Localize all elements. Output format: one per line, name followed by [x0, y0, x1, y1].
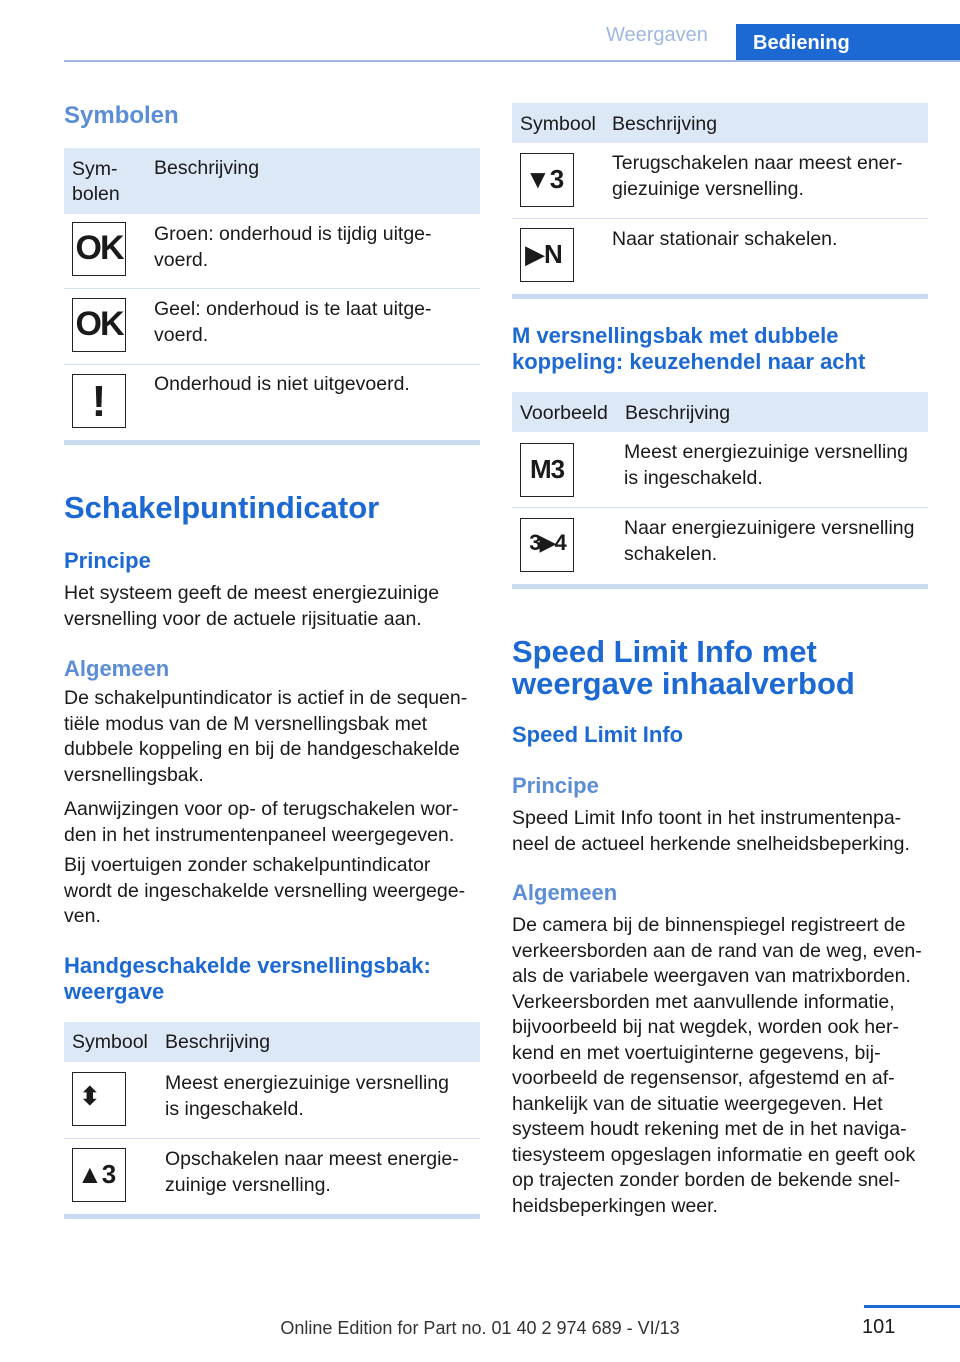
table2-col-symbol: Symbool	[72, 1031, 148, 1053]
principe-text: Het systeem geeft de meest energiezuinige versnelling voor de actuele rijsituatie aan.	[64, 582, 440, 630]
table1-row2-desc: Geel: onderhoud is te laat uitge- voerd.	[154, 298, 432, 346]
table2-col-desc: Beschrijving	[165, 1031, 271, 1053]
table3-header	[512, 103, 928, 143]
table4-col-desc: Beschrijving	[625, 402, 731, 424]
upshift-3-icon: ▲3	[72, 1148, 126, 1202]
ok-green-icon: OK	[72, 222, 126, 276]
table4-row1-desc: Meest energiezuinige versnelling is ingeschakeld.	[624, 441, 908, 489]
table1-row1-desc: Groen: onderhoud is tijdig uitge- voerd.	[154, 223, 432, 271]
speed-algemeen-text: De camera bij de binnenspiegel registreert de verkeersborden aan de rand van de weg, even- als de variabele weergaven van matrixborden. Verkeersborden met aanvullende informatie, bijvoorbeeld bij nat wegdek, worden ook her- kend en met voertuiginterne gegevens, bij- voorbeeld de regensensor, afgestemd en af- hankelijk van de situatie weergegeven. Het systeem houdt rekening met de in het naviga- tiesysteem opgeslagen informatie en geeft ook op trajecten zonder borden de bekende snel- heidsbeperkingen weer.	[512, 914, 922, 1217]
speed-limit-title: Speed Limit Info met weergave inhaalverbod	[512, 634, 855, 701]
schakelpuntindicator-title: Schakelpuntindicator	[64, 490, 380, 525]
table3-col-desc: Beschrijving	[612, 113, 718, 135]
table4-col-example: Voorbeeld	[520, 402, 608, 424]
table3-row1-desc: Terugschakelen naar meest ener- giezuinige versnelling.	[612, 152, 903, 200]
table2-end	[64, 1214, 480, 1219]
table2-row1-desc: Meest energiezuinige versnelling is ingeschakeld.	[165, 1072, 449, 1120]
ok-yellow-icon: OK	[72, 298, 126, 352]
table3-row2-desc: Naar stationair schakelen.	[612, 228, 838, 250]
exclamation-icon: !	[72, 374, 126, 428]
table2-header	[64, 1022, 480, 1062]
table2-row2-desc: Opschakelen naar meest energie- zuinige versnelling.	[165, 1148, 459, 1196]
header-tab-bediening[interactable]: Bediening	[736, 24, 960, 62]
table1-end	[64, 440, 480, 445]
table1-row3-desc: Onderhoud is niet uitgevoerd.	[154, 373, 410, 395]
table4-row2-desc: Naar energiezuinigere versnelling schakelen.	[624, 517, 915, 565]
table3-col-symbol: Symbool	[520, 113, 596, 135]
row-divider	[64, 1138, 480, 1139]
speed-principe-heading: Principe	[512, 773, 599, 798]
table3-end	[512, 294, 928, 299]
downshift-3-icon: ▼3	[520, 153, 574, 207]
handgeschakelde-heading: Handgeschakelde versnellingsbak: weergave	[64, 953, 431, 1004]
footer-edition: Online Edition for Part no. 01 40 2 974 689 - VI/13	[280, 1318, 680, 1338]
algemeen-paragraph-1: De schakelpuntindicator is actief in de sequen- tiële modus van de M versnellingsbak met dubbele koppeling en bij de handgeschakelde versnellingsbak.	[64, 687, 468, 786]
principe-heading: Principe	[64, 548, 151, 573]
table1-col-symbol: Sym- bolen	[72, 158, 120, 205]
row-divider	[64, 288, 480, 289]
row-divider	[512, 507, 928, 508]
row-divider	[64, 364, 480, 365]
shift-n-icon: ▶N	[520, 228, 574, 282]
up-down-arrow-icon: ⬍	[72, 1072, 126, 1126]
row-divider	[512, 218, 928, 219]
footer-accent-line	[864, 1305, 960, 1308]
table1-header	[64, 148, 480, 214]
algemeen-paragraph-3: Bij voertuigen zonder schakelpuntindicator wordt de ingeschakelde versnelling weergege- ven.	[64, 854, 466, 927]
table4-header	[512, 392, 928, 432]
table1-col-desc: Beschrijving	[154, 157, 260, 179]
m-versnellingsbak-heading: M versnellingsbak met dubbele koppeling: keuzehendel naar acht	[512, 323, 866, 374]
algemeen-paragraph-2: Aanwijzingen voor op- of terugschakelen wor- den in het instrumentenpaneel weergegeven.	[64, 798, 459, 846]
algemeen-heading: Algemeen	[64, 656, 170, 681]
speed-algemeen-heading: Algemeen	[512, 880, 618, 905]
page-number: 101	[862, 1316, 896, 1338]
symbolen-heading: Symbolen	[64, 102, 179, 129]
speed-limit-subheading: Speed Limit Info	[512, 722, 684, 747]
table4-end	[512, 584, 928, 589]
header-tab-weergaven[interactable]: Weergaven	[606, 24, 708, 46]
speed-principe-text: Speed Limit Info toont in het instrumentenpa- neel de actueel herkende snelheidsbeperking.	[512, 807, 910, 855]
shift-3-to-4-icon: 3▶4	[520, 518, 574, 572]
header-divider	[64, 60, 960, 62]
m3-icon: M3	[520, 443, 574, 497]
